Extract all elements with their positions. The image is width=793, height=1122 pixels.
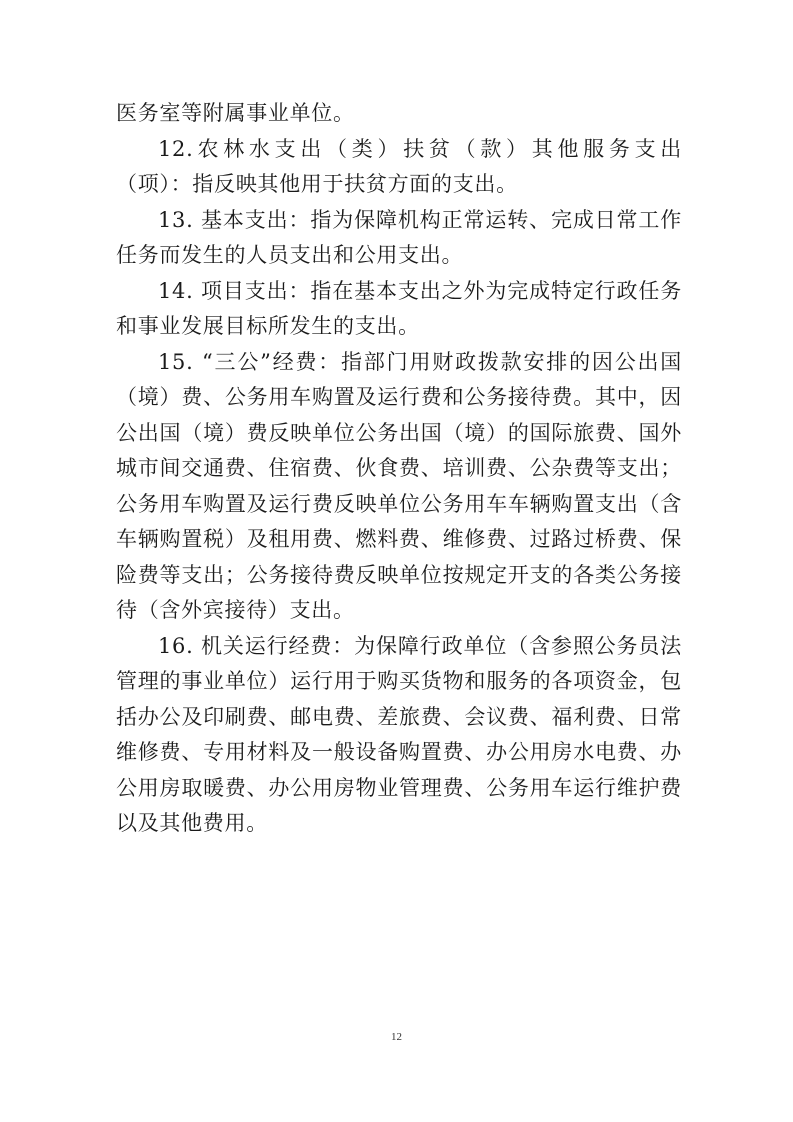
paragraph-12: 12.农林水支出（类）扶贫（款）其他服务支出（项）：指反映其他用于扶贫方面的支出。 xyxy=(116,136,682,196)
page-number: 12 xyxy=(391,1031,402,1043)
paragraph-continuation: 医务室等附属事业单位。 xyxy=(116,101,355,125)
paragraph-13: 13. 基本支出：指为保障机构正常运转、完成日常工作任务而发生的人员支出和公用支出。 xyxy=(116,207,682,267)
paragraph-14: 14. 项目支出：指在基本支出之外为完成特定行政任务和事业发展目标所发生的支出。 xyxy=(116,278,682,338)
document-body xyxy=(116,96,682,842)
paragraph-16: 16. 机关运行经费：为保障行政单位（含参照公务员法管理的事业单位）运行用于购买货物和服务的各项资金，包括办公及印刷费、邮电费、差旅费、会议费、福利费、日常维修费、专用材料及一般设备购置费、办公用房水电费、办公用房取暖费、办公用房物业管理费、公务用车运行维护费以及其他费用。 xyxy=(116,633,682,835)
paragraph-15: 15. “三公”经费：指部门用财政拨款安排的因公出国（境）费、公务用车购置及运行费和公务接待费。其中，因公出国（境）费反映单位公务出国（境）的国际旅费、国外城市间交通费、住宿费、伙食费、培训费、公杂费等支出；公务用车购置及运行费反映单位公务用车车辆购置支出（含车辆购置税）及租用费、燃料费、维修费、过路过桥费、保险费等支出；公务接待费反映单位按规定开支的各类公务接待（含外宾接待）支出。 xyxy=(116,349,682,622)
